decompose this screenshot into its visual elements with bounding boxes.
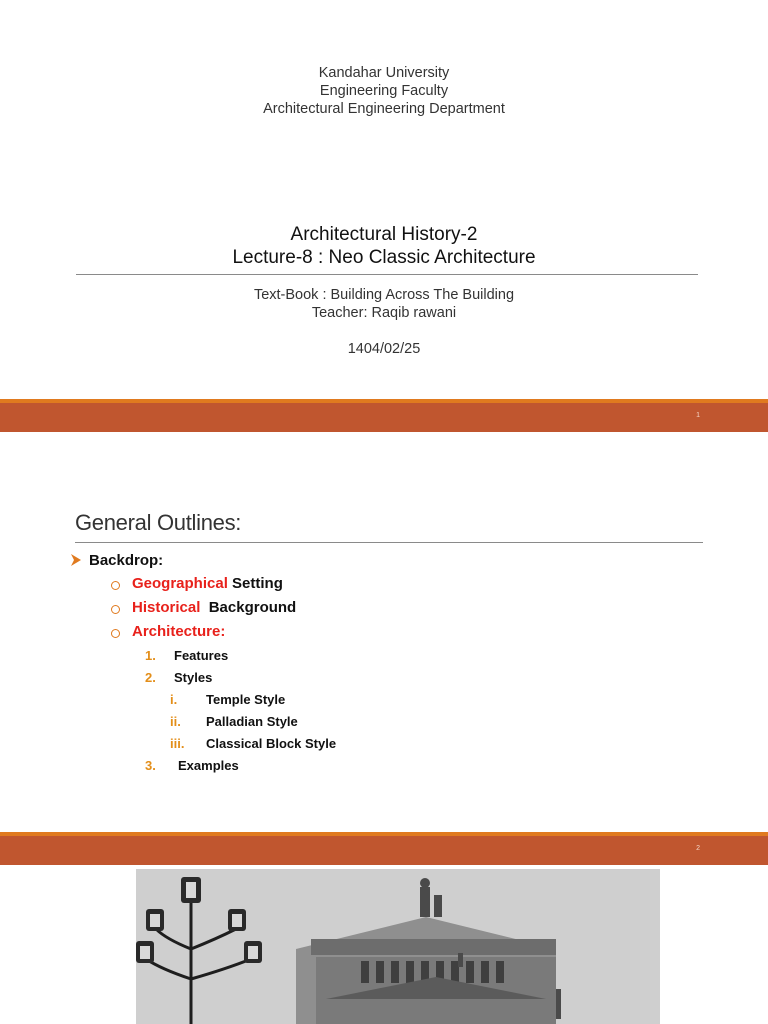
geographical-item: [132, 575, 283, 592]
title-divider: [76, 274, 698, 275]
styles-number: 2.: [145, 670, 156, 685]
course-info: [0, 286, 768, 322]
examples-number: 3.: [145, 758, 156, 773]
geographical-rest: Setting: [232, 575, 283, 592]
title-slide: [0, 0, 768, 432]
features-number: 1.: [145, 648, 156, 663]
arrow-bullet-icon: [70, 553, 82, 567]
heading-divider: [75, 542, 703, 543]
styles-item: Styles: [174, 670, 213, 685]
historical-rest: Background: [208, 599, 297, 616]
features-item: Features: [174, 648, 229, 663]
department-name: Architectural Engineering Department: [263, 101, 505, 117]
footer-bar: [0, 399, 768, 432]
lecture-title: [0, 223, 768, 269]
lecture-date: 1404/02/25: [347, 341, 421, 357]
building-illustration: [136, 869, 660, 1024]
temple-style-item: Temple Style: [206, 692, 286, 707]
architecture-item: Architecture:: [132, 623, 226, 640]
style-number: i.: [170, 692, 178, 707]
historical-item: [132, 599, 296, 616]
textbook-line: Text-Book : Building Across The Building: [253, 287, 515, 303]
university-name: Kandahar University: [318, 65, 450, 81]
course-title: Architectural History-2: [290, 224, 478, 245]
outline-slide: [0, 432, 768, 865]
geographical-highlight: Geographical: [132, 575, 228, 592]
historical-highlight: Historical: [132, 599, 201, 616]
classical-block-style-item: Classical Block Style: [206, 736, 337, 751]
faculty-name: Engineering Faculty: [319, 83, 449, 99]
circle-bullet-icon: [111, 581, 120, 590]
style-number: ii.: [170, 714, 181, 729]
outline-heading: General Outlines:: [75, 510, 242, 535]
footer-bar: [0, 832, 768, 865]
institution-block: [0, 64, 768, 118]
palladian-style-item: Palladian Style: [206, 714, 298, 729]
examples-item: Examples: [178, 758, 239, 773]
teacher-line: Teacher: Raqib rawani: [311, 305, 457, 321]
backdrop-item: Backdrop:: [89, 552, 164, 569]
style-number: iii.: [170, 736, 185, 751]
page-number: 1: [696, 412, 700, 419]
lecture-subtitle: Lecture-8 : Neo Classic Architecture: [232, 247, 536, 268]
circle-bullet-icon: [111, 605, 120, 614]
page-number: 2: [696, 845, 700, 852]
footer-band: [0, 403, 768, 432]
neoclassical-building-photo: [136, 869, 660, 1024]
footer-band: [0, 836, 768, 865]
circle-bullet-icon: [111, 629, 120, 638]
